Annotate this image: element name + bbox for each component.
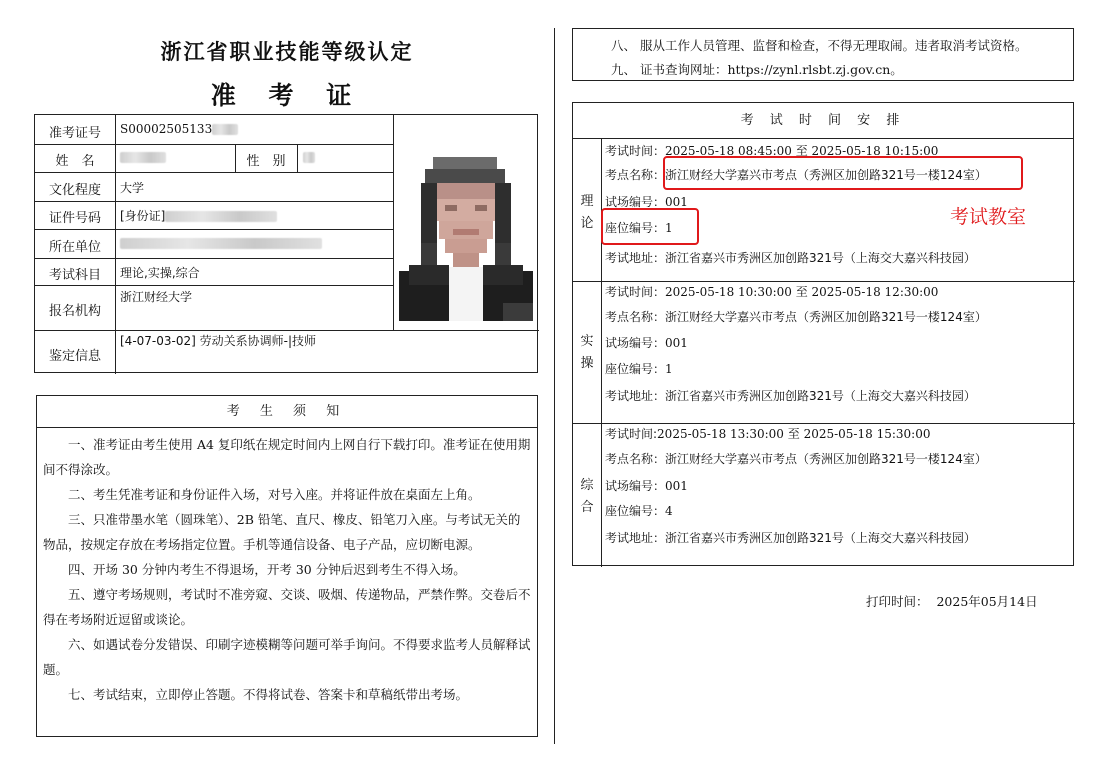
section-label-practical: 实 操 bbox=[580, 334, 594, 371]
notice-item: 六、如遇试卷分发错误、印刷字迹模糊等问题可举手询问。不得要求监考人员解释试题。 bbox=[43, 637, 531, 677]
candidate-info-table bbox=[34, 114, 538, 373]
exam-room-annotation: 考试教室 bbox=[950, 206, 1027, 228]
label-appraisal-info: 鉴定信息 bbox=[48, 349, 101, 364]
rule-item: 八、 服从工作人员管理、监督和检查，不得无理取闹。违者取消考试资格。 bbox=[611, 38, 1028, 53]
id-number-value: [身份证] bbox=[120, 207, 277, 224]
notice-title: 考 生 须 知 bbox=[37, 396, 537, 428]
label-subjects: 考试科目 bbox=[48, 268, 101, 283]
comprehensive-site: 考点名称：浙江财经大学嘉兴市考点（秀洲区加创路321号一楼124室） bbox=[605, 452, 987, 466]
site-name-highlight bbox=[663, 156, 1023, 190]
name-value bbox=[120, 150, 166, 164]
registration-agency-value: 浙江财经大学 bbox=[120, 290, 193, 304]
seat-number-highlight bbox=[601, 208, 699, 245]
notice-body bbox=[37, 428, 537, 707]
notice-item: 一、准考证由考生使用 A4 复印纸在规定时间内上网自行下载打印。准考证在使用期间不得涂改。 bbox=[43, 437, 531, 477]
label-id-number: 证件号码 bbox=[48, 211, 101, 226]
organization-value bbox=[120, 236, 322, 250]
comprehensive-seat: 座位编号：4 bbox=[605, 504, 673, 518]
exam-number-value: S00002505133 bbox=[120, 122, 238, 136]
notice-item: 二、考生凭准考证和身份证件入场，对号入座。并将证件放在桌面左上角。 bbox=[68, 487, 481, 502]
comprehensive-time: 考试时间:2025-05-18 13:30:00 至 2025-05-18 15:30:00 bbox=[605, 427, 931, 441]
practical-time: 考试时间：2025-05-18 10:30:00 至 2025-05-18 12:30:00 bbox=[605, 285, 939, 299]
comprehensive-room: 试场编号：001 bbox=[605, 479, 688, 493]
page-divider bbox=[554, 28, 555, 744]
label-gender: 性 别 bbox=[246, 154, 286, 169]
section-label-theory: 理 论 bbox=[580, 194, 594, 231]
label-education: 文化程度 bbox=[48, 183, 101, 198]
theory-time: 考试时间：2025-05-18 08:45:00 至 2025-05-18 10:15:00 bbox=[605, 144, 939, 158]
rules-continued bbox=[572, 28, 1074, 81]
notice-item: 五、遵守考场规则，考试时不准旁窥、交谈、吸烟、传递物品，严禁作弊。交卷后不得在考场附近逗留或谈论。 bbox=[43, 587, 531, 627]
notice-item: 七、考试结束，立即停止答题。不得将试卷、答案卡和草稿纸带出考场。 bbox=[68, 687, 469, 702]
document-title: 浙江省职业技能等级认定 bbox=[160, 40, 414, 64]
practical-site: 考点名称：浙江财经大学嘉兴市考点（秀洲区加创路321号一楼124室） bbox=[605, 310, 987, 324]
notice-item: 四、开场 30 分钟内考生不得退场，开考 30 分钟后迟到考生不得入场。 bbox=[68, 562, 466, 577]
notice-item: 三、只准带墨水笔（圆珠笔）、2B 铅笔、直尺、橡皮、铅笔刀入座。与考试无关的物品，按规定存放在考场指定位置。手机等通信设备、电子产品，应切断电源。 bbox=[43, 512, 521, 552]
education-value: 大学 bbox=[120, 181, 145, 195]
practical-address: 考试地址：浙江省嘉兴市秀洲区加创路321号（上海交大嘉兴科技园） bbox=[605, 389, 976, 403]
appraisal-info-value: [4-07-03-02] 劳动关系协调师-|技师 bbox=[120, 334, 316, 348]
candidate-photo bbox=[399, 153, 533, 321]
label-name: 姓 名 bbox=[55, 154, 95, 169]
document-subtitle: 准 考 证 bbox=[210, 81, 364, 110]
label-registration-agency: 报名机构 bbox=[48, 304, 101, 319]
theory-room: 试场编号：001 bbox=[605, 195, 688, 209]
rule-item: 九、 证书查询网址：https://zynl.rlsbt.zj.gov.cn。 bbox=[611, 62, 903, 77]
theory-site: 考点名称：浙江财经大学嘉兴市考点（秀洲区加创路321号一楼124室） bbox=[605, 168, 987, 182]
gender-value bbox=[303, 150, 315, 164]
practical-seat: 座位编号：1 bbox=[605, 362, 673, 376]
label-organization: 所在单位 bbox=[48, 240, 101, 255]
theory-seat: 座位编号：1 bbox=[605, 221, 673, 235]
practical-room: 试场编号：001 bbox=[605, 336, 688, 350]
subjects-value: 理论,实操,综合 bbox=[120, 266, 200, 280]
print-date: 打印时间： 2025年05月14日 bbox=[866, 594, 1038, 609]
comprehensive-address: 考试地址：浙江省嘉兴市秀洲区加创路321号（上海交大嘉兴科技园） bbox=[605, 531, 976, 545]
candidate-notice bbox=[36, 395, 538, 737]
theory-address: 考试地址：浙江省嘉兴市秀洲区加创路321号（上海交大嘉兴科技园） bbox=[605, 251, 976, 265]
schedule-title: 考 试 时 间 安 排 bbox=[573, 103, 1073, 139]
section-label-comprehensive: 综 合 bbox=[580, 478, 594, 515]
label-exam-number: 准考证号 bbox=[48, 126, 101, 141]
